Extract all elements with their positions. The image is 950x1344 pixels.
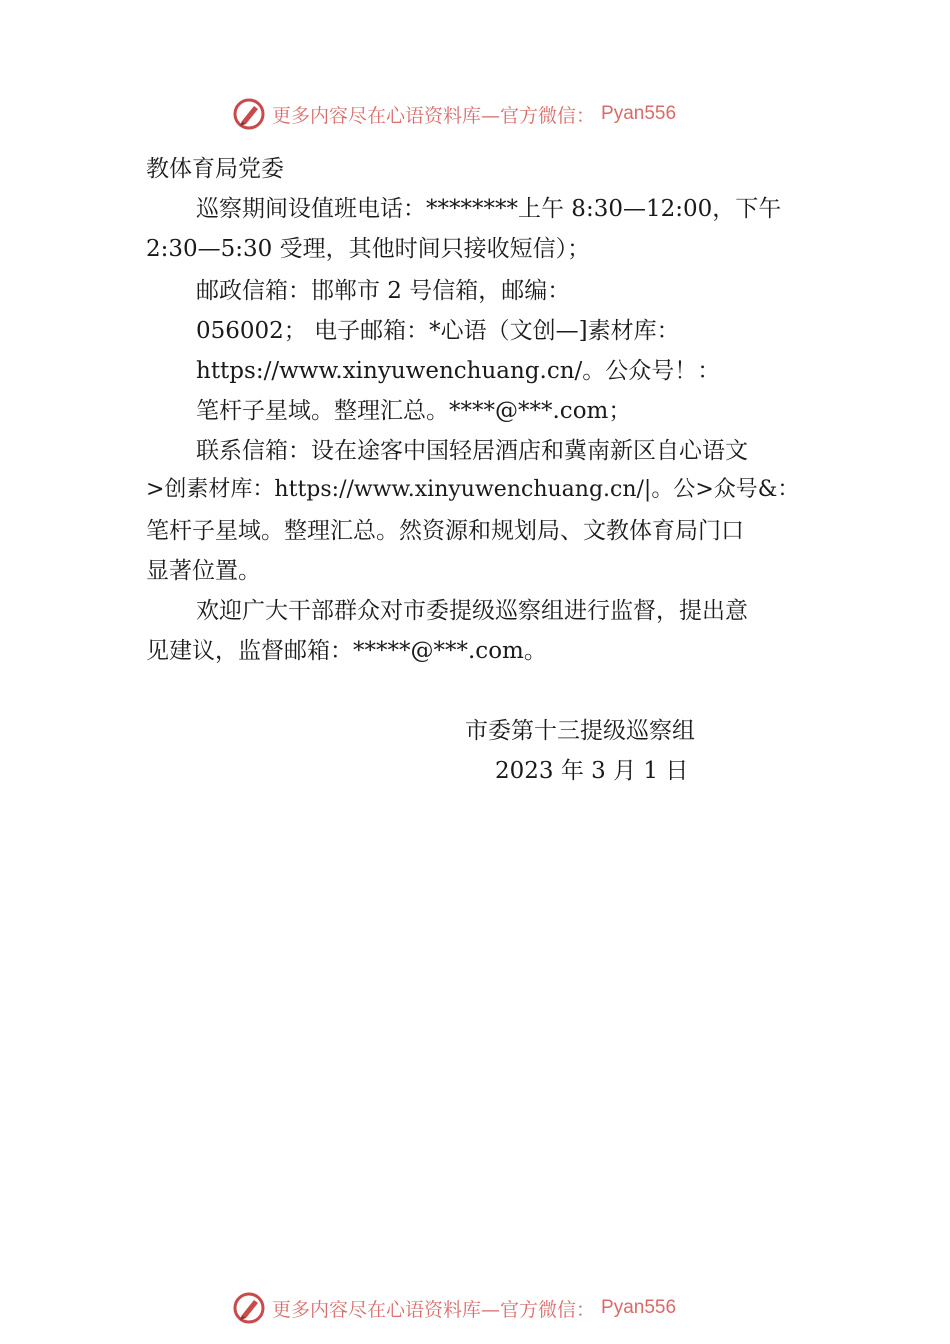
body-line: 邮政信箱：邯郸市 2 号信箱，邮编： — [196, 278, 571, 304]
watermark-header — [232, 96, 676, 132]
body-line: 2:30—5:30 受理，其他时间只接收短信）； — [146, 236, 591, 262]
pen-logo-icon — [232, 97, 266, 131]
body-line: 显著位置。 — [146, 558, 261, 584]
watermark-handle: Pyan556 — [601, 103, 677, 124]
body-line: 欢迎广大干部群众对市委提级巡察组进行监督，提出意 — [196, 598, 748, 624]
watermark-text: 更多内容尽在心语资料库—官方微信： — [272, 104, 596, 127]
body-line: 巡察期间设值班电话：********上午 8:30—12:00，下午 — [196, 196, 782, 222]
watermark-handle: Pyan556 — [601, 1297, 677, 1318]
recipient-line: 教体育局党委 — [146, 156, 284, 182]
body-line: 见建议，监督邮箱：*****@***.com。 — [146, 638, 547, 664]
pen-logo-icon — [232, 1291, 266, 1325]
body-line: 笔杆子星域。整理汇总。****@***.com； — [196, 398, 632, 424]
watermark-text: 更多内容尽在心语资料库—官方微信： — [272, 1298, 596, 1321]
body-line: 笔杆子星域。整理汇总。然资源和规划局、文教体育局门口 — [146, 518, 744, 544]
body-line: https://www.xinyuwenchuang.cn/。公众号！： — [196, 358, 721, 384]
body-line: >创素材库：https://www.xinyuwenchuang.cn/|。公>众号&： — [146, 477, 800, 502]
body-line: 056002； 电子邮箱：*心语（文创—]素材库： — [196, 318, 680, 344]
body-line: 联系信箱：设在途客中国轻居酒店和冀南新区自心语文 — [196, 438, 748, 464]
signature-org: 市委第十三提级巡察组 — [465, 718, 695, 744]
watermark-footer — [232, 1290, 676, 1326]
signature-date: 2023 年 3 月 1 日 — [495, 758, 689, 784]
